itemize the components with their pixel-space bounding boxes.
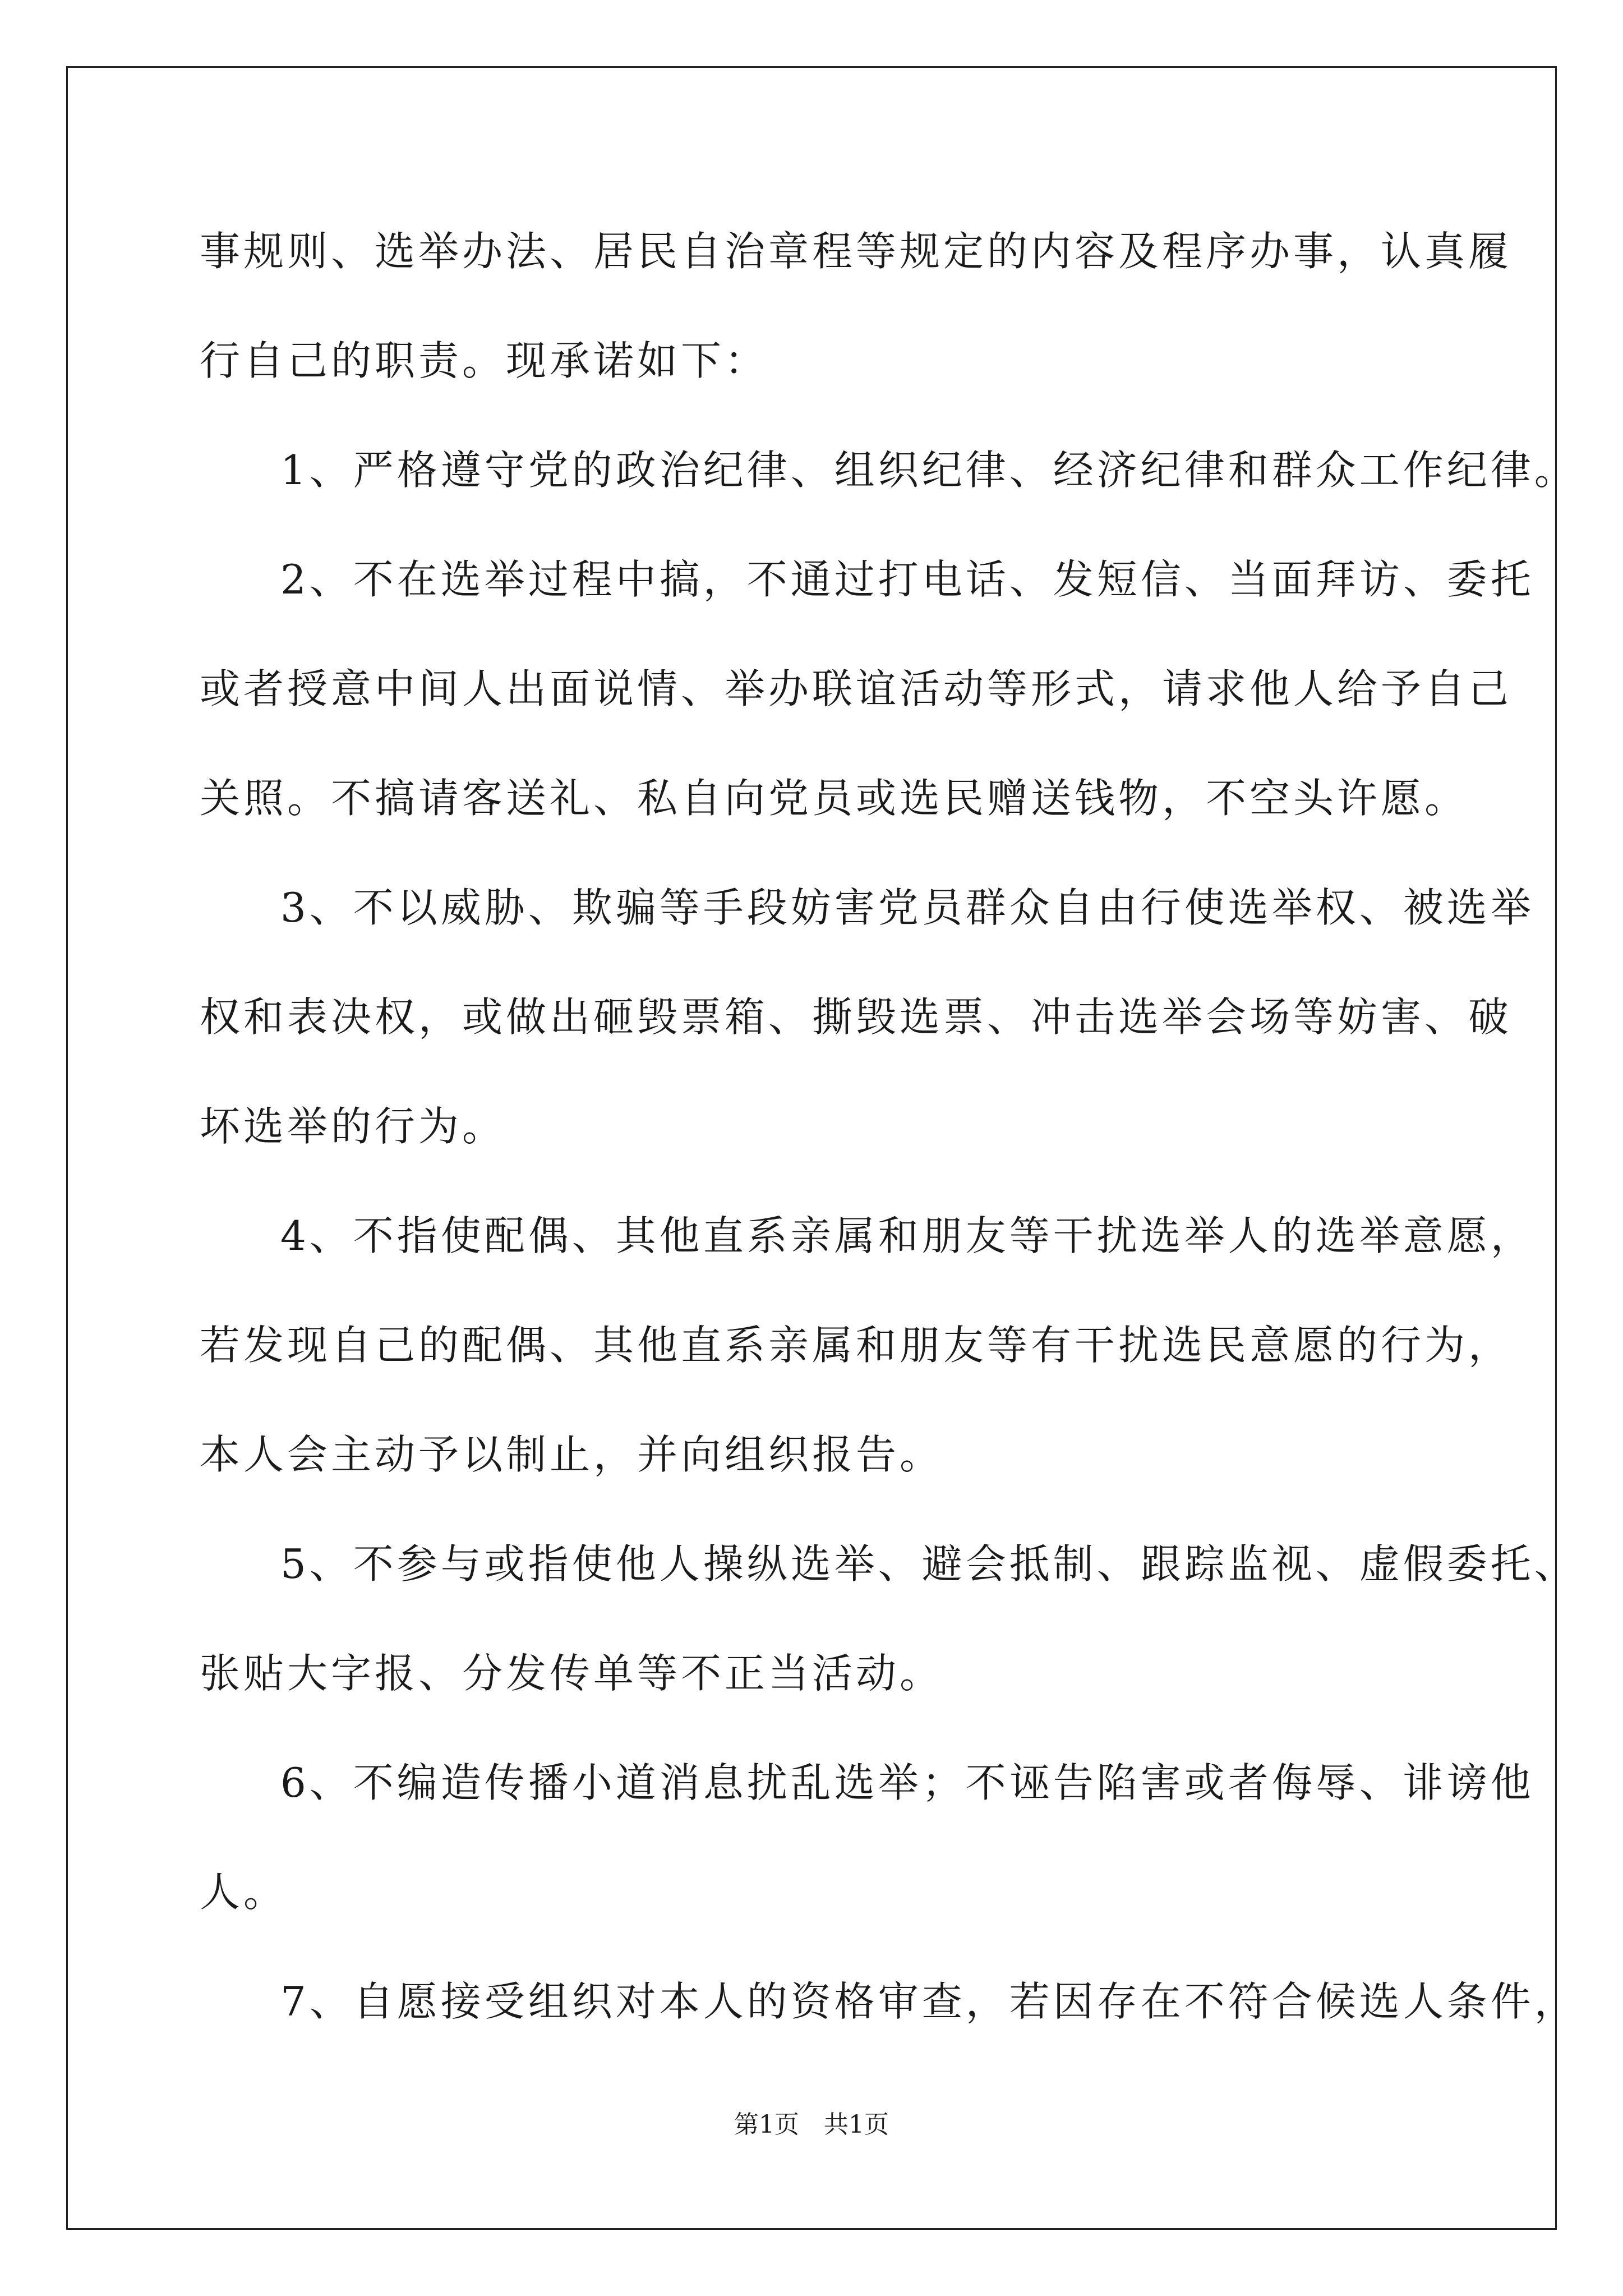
text-line: 权和表决权，或做出砸毁票箱、撕毁选票、冲击选举会场等妨害、破 bbox=[200, 993, 1513, 1041]
text-line: 5、不参与或指使他人操纵选举、避会抵制、跟踪监视、虚假委托、 bbox=[280, 1540, 1578, 1588]
text-line: 1、严格遵守党的政治纪律、组织纪律、经济纪律和群众工作纪律。 bbox=[280, 447, 1578, 494]
text-line: 2、不在选举过程中搞，不通过打电话、发短信、当面拜访、委托 bbox=[280, 556, 1534, 603]
text-line: 3、不以威胁、欺骗等手段妨害党员群众自由行使选举权、被选举 bbox=[280, 884, 1534, 931]
text-line: 坏选举的行为。 bbox=[200, 1103, 506, 1150]
text-line: 7、自愿接受组织对本人的资格审查，若因存在不符合候选人条件， bbox=[280, 1978, 1578, 2025]
text-line: 人。 bbox=[200, 1869, 288, 1916]
text-line: 6、不编造传播小道消息扰乱选举；不诬告陷害或者侮辱、诽谤他 bbox=[280, 1759, 1534, 1806]
text-line: 或者授意中间人出面说情、举办联谊活动等形式，请求他人给予自己 bbox=[200, 665, 1513, 712]
text-line: 事规则、选举办法、居民自治章程等规定的内容及程序办事，认真履 bbox=[200, 228, 1513, 275]
page-number-footer: 第1页 共1页 bbox=[734, 2110, 889, 2139]
text-line: 若发现自己的配偶、其他直系亲属和朋友等有干扰选民意愿的行为， bbox=[200, 1322, 1513, 1369]
text-line: 关照。不搞请客送礼、私自向党员或选民赠送钱物，不空头许愿。 bbox=[200, 775, 1469, 822]
text-line: 张贴大字报、分发传单等不正当活动。 bbox=[200, 1650, 944, 1697]
text-line: 本人会主动予以制止，并向组织报告。 bbox=[200, 1431, 944, 1478]
text-line: 4、不指使配偶、其他直系亲属和朋友等干扰选举人的选举意愿， bbox=[280, 1212, 1534, 1259]
text-line: 行自己的职责。现承诺如下： bbox=[200, 337, 769, 384]
